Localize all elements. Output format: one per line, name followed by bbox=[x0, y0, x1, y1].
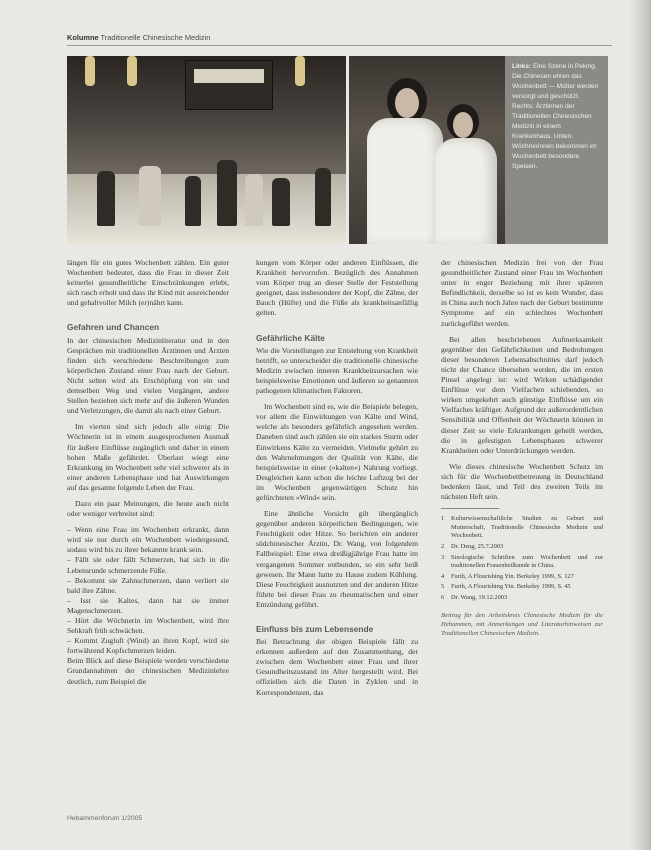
caption-lead: Links: bbox=[512, 63, 532, 70]
footnote-text: Furth, A Flourishing Yin. Berkeley 1999, S. 127 bbox=[451, 572, 574, 580]
paragraph: längen für ein gutes Wochenbett zählen. Ein guter Wochenbett bedeutet, dass die Frau in dieser Zeit keinerlei gesundheitliche Einschränkungen erlebt, sich rasch erholt und dass ihr Kind mit ausreichender und gehaltvoller Milch (er)nährt kann. bbox=[67, 258, 229, 308]
author-credit: Beitrag für den Arbeitskreis Chinesische Medizin für die Hebammen, mit Anmerkungen und Literaturhinweisen zur Traditionellen Chinesischen Medizin. bbox=[441, 611, 603, 637]
footnote-number: 3 bbox=[441, 553, 445, 561]
footnote-number: 1 bbox=[441, 515, 445, 523]
section-heading: Einfluss bis zum Lebensende bbox=[256, 624, 374, 634]
footnote bbox=[441, 515, 603, 541]
list-item: – Fällt sie oder fällt Schmerzen, hat sich in die Lebensrunde schmerzende Füße. bbox=[67, 555, 229, 575]
header-section: Kolumne bbox=[67, 33, 99, 42]
pedestrian bbox=[315, 168, 331, 226]
paragraph: Bei Betrachtung der obigen Beispiele fällt zu erkennen außerdem auf den Zusammenhang, der zwischen dem Wochenbett einer Frau und ihrer Gesundheitszustand im Alter hergestellt wird. Bei offiziellen sich die Daten in Zyklen und in Korrespondenzen, das bbox=[256, 637, 418, 697]
footnote-text: Kulturwissenschaftliche Studien zu Geburt und Mutterschaft, Traditionelle Chinesische Medizin und Wochenbett. bbox=[451, 515, 603, 540]
lantern bbox=[295, 56, 305, 86]
list-item: – Isst sie Kaltes, dann hat sie immer Magenschmerzen. bbox=[67, 595, 229, 615]
doctors-photo bbox=[349, 56, 505, 244]
footnote-rule bbox=[441, 508, 499, 509]
pedestrian bbox=[139, 166, 161, 226]
shop-sign bbox=[185, 60, 273, 110]
pedestrian bbox=[217, 160, 237, 226]
page-footer: Hebammenforum 1/2005 bbox=[67, 815, 143, 822]
paragraph: Im vierten sind sich jedoch alle einig: Die Wöchnerin ist in einem ausgesprochenen Ausmaß für äußere Einflüsse zugänglich und daher in einem hohen Maße gefährdet. Überlast wiegt eine Erkrankung im Wochenbett sehr viel schwerer als in einer anderen Lebensphase und hat Auswirkungen auf das gesamte folgende Leben der Frau. bbox=[67, 422, 229, 492]
doctor-white-coat bbox=[367, 118, 443, 244]
footnote bbox=[441, 573, 603, 582]
footnote bbox=[441, 594, 603, 603]
text-column-3 bbox=[441, 258, 603, 638]
lantern bbox=[85, 56, 95, 86]
pedestrian bbox=[272, 178, 290, 226]
footnote-number: 5 bbox=[441, 583, 445, 591]
list-item: – Kommt Zugluft (Wind) an ihren Kopf, wird sie fortwährend Kopfschmerzen leiden. bbox=[67, 636, 229, 656]
doctor-white-coat bbox=[435, 138, 497, 244]
footnote-number: 6 bbox=[441, 593, 445, 601]
footnotes bbox=[441, 515, 603, 602]
paragraph: kungen vom Körper oder anderen Einflüssen, die Krankheit hervorrufen. Bezüglich des Annahmen vom Körper trug an dieser Stelle der Feststellung geeignet, dass insbesondere der Kopf, die Zähne, der Bauch (Hüfte) und die Füße als krankheitsanfällig gelten. bbox=[256, 258, 418, 318]
footnote-text: Sinologische Schriften zum Wochenbett und zur traditionellen Frauenheilkunde in China. bbox=[451, 553, 603, 570]
header-rule bbox=[67, 45, 612, 46]
pedestrian bbox=[245, 174, 263, 226]
footnote-number: 4 bbox=[441, 572, 445, 580]
paragraph: In der chinesischen Medizinliteratur und in den Gesprächen mit traditionellen Ärztinnen und Ärzten finden sich verschiedene Beschreibungen zum körperlichen Zustand einer Frau nach der Geburt. Nicht selten wird als Erschöpfung von ein und demselben Weg und vielen Vorgängen, andere Stellen beziehen sich mehr auf die äußeren Wunden und Verletzungen, die damit als nach einer Geburt. bbox=[67, 335, 229, 416]
footnote-text: Furth, A Flourishing Yin. Berkeley 1999, S. 45 bbox=[451, 583, 571, 591]
list-item: – Wenn eine Frau im Wochenbett erkrankt, dann wird sie nur durch ein Wochenbett wiedergesund, sodass wird bis zu ihrer bekannte krank sein. bbox=[67, 525, 229, 555]
paragraph: Eine ähnliche Vorsicht gilt übergänglich gegenüber anderen körperlichen Bedingungen, wie Feuchtigkeit oder Hitze. So berichten ein anderer südchinesischer Ärztin, Dr. Wang, von folgendem Fallbeispiel: Eine etwa dreißigjährige Frau hatte im vergangenen Sommer entbunden, so ein sehr heiß gewesen. Ihr Mann hatte zu Hause zudem Kühlung. Diese Feuchtigkeit ausnutzten und der anderen Hitze führte bei dieser Frau zu rheumatischen und einer Entzündung geführt. bbox=[256, 509, 418, 609]
section-heading: Gefahren und Chancen bbox=[67, 322, 160, 333]
photo-caption-box bbox=[505, 56, 608, 244]
header-title: Traditionelle Chinesische Medizin bbox=[100, 33, 211, 42]
footnote-number: 2 bbox=[441, 542, 445, 550]
paragraph: Dazu ein paar Meinungen, die heute auch nicht oder weniger verbreitet sind: bbox=[67, 498, 229, 519]
list-item: – Bekommt sie Zahnschmerzen, dann verliert sie bald ihre Zähne. bbox=[67, 575, 229, 595]
paragraph: Wie dieses chinesische Wochenbett Schutz im sich für die Wochenbettbetreuung in Deutschland bedenken lässt, und Teil des zweiten Teils im nächsten Heft sein. bbox=[441, 461, 603, 502]
doctor-face bbox=[453, 112, 473, 138]
paragraph: Beim Blick auf diese Beispiele werden verschiedene Grundannahmen der chinesischen Medizinlehre deutlich, zum Beispiel die bbox=[67, 656, 229, 686]
paragraph: Wie die Vorstellungen zur Entstehung von Krankheit betrifft, so unterscheidet die traditionelle chinesische Medizin zwischen inneren Krankheitsursachen wie beispielsweise Emotionen und äußeren so genannten pathogenen klimatischen Faktoren. bbox=[256, 345, 418, 396]
shop-sign-lettering bbox=[194, 69, 264, 83]
footnote-text: Dr. Wang, 19.12.2003 bbox=[451, 593, 508, 601]
footnote bbox=[441, 543, 603, 552]
paragraph: der chinesischen Medizin frei von der Frau gesundheitlicher Zustand einer Frau im Wochenbett unter in enger Beziehung mit ihrer späteren Befindlichkeit, derselbe so ist es kein Wunder, dass in China auch noch Jahre nach der Geburt bestimmte Symptome auf ein schlechtes Wochenbett zurückgeführt werden. bbox=[441, 258, 603, 328]
section-heading: Gefährliche Kälte bbox=[256, 332, 325, 343]
footnote-text: Dr. Deng, 25.7.2003 bbox=[451, 542, 504, 550]
street-scene-photo bbox=[67, 56, 346, 244]
paragraph: Im Wochenbett sind es, wie die Beispiele belegen, vor allem die Einwirkungen von Kälte und Wind, welche als besonders gefährlich angesehen werden. Daneben sind auch zählen sie ein starkes Sturm oder Einwirkens Kälte zu vermeiden. Vielmehr gehört zu den Wahrnehmungen der Qualität von Kälte, die beispielsweise in einer (»kalten«) Nahrung vorliegt. Desgleichen kann schon die leichte Luftzug bei der im Wochenbett gegenwärtigen Schutz hin gefürchteten »Wind« sein. bbox=[256, 402, 418, 502]
footnote bbox=[441, 554, 603, 571]
text-column-1 bbox=[67, 258, 229, 693]
pedestrian bbox=[185, 176, 201, 226]
list-item: – Hört die Wöchnerin im Wochenbett, wird ihre Sehkraft früh schwächen. bbox=[67, 616, 229, 636]
text-column-2 bbox=[256, 258, 418, 704]
lantern bbox=[127, 56, 137, 86]
page-binding-shadow bbox=[629, 0, 651, 850]
paragraph: Bei allen beschriebenen Aufmerksamkeit gegenüber den Gefährlichkeiten und Bedrohungen dieser besonderen Lebensabschnittes darf jedoch nicht der Chance übersehen werden, die im ersten Pinsel angelegt ist: wird Wirken schädigender Einflüsse vor dem Vielfachen schiebenden, so wirken umgekehrt auch günstige Einflüsse um ein Vielfaches kräftiger. Aufgrund der außerordentlichen Sensibilität und Offenheit der Wöchnerin können in dieser Zeit so viele Erkrankungen geheilt werden, die in gefestigten Lebensphasen schwerer Krankheiten oder Unterdrückungen werden. bbox=[441, 334, 603, 455]
belief-list bbox=[67, 525, 229, 656]
pedestrian bbox=[97, 171, 115, 226]
footnote bbox=[441, 583, 603, 592]
doctor-face bbox=[395, 88, 419, 118]
running-header bbox=[67, 33, 210, 42]
caption-text: Eine Szene in Peking. Die Chinesen ehren das Wochenbett — Mütter werden versorgt und geschützt. Rechts: Ärztinnen der Traditionellen Chinesischen Medizin in einem Krankenhaus. Unten: Wöchnerinnen bekommen im Wochenbett besondere Speisen. bbox=[512, 63, 599, 170]
